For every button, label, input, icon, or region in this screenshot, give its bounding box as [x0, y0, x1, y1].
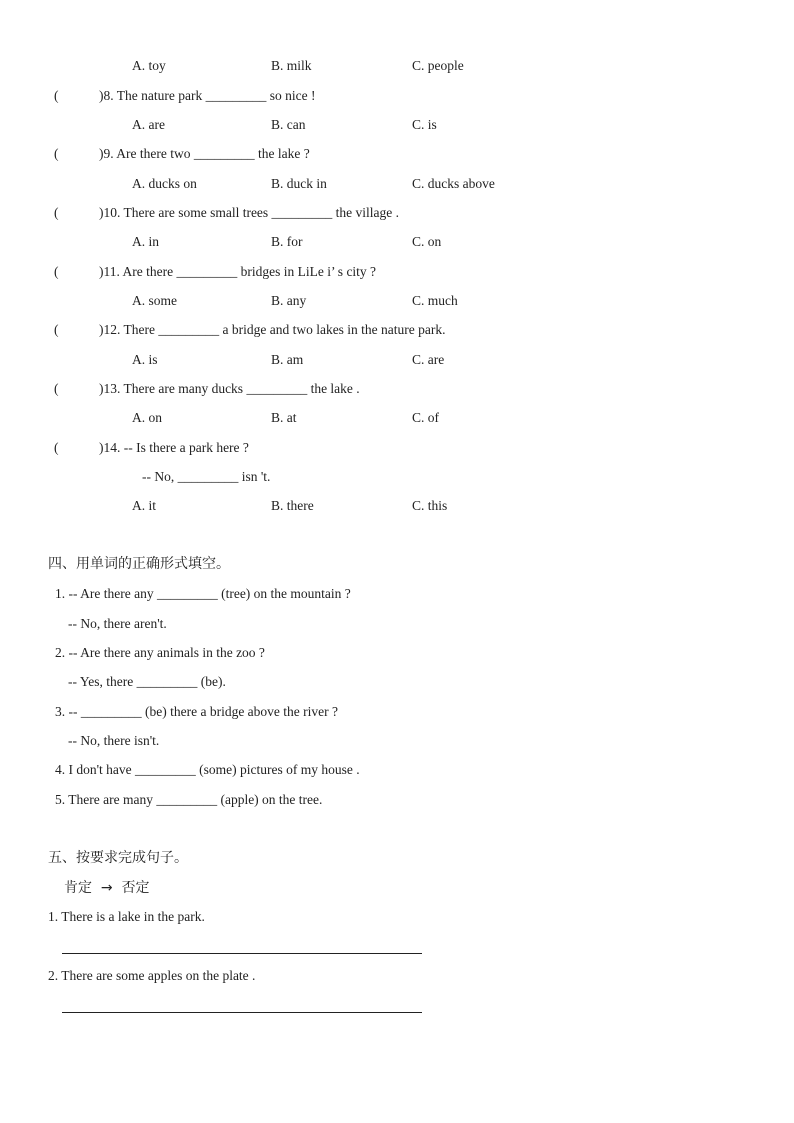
q8-option-b: B. can: [271, 117, 306, 132]
q13-option-c: C. of: [412, 410, 439, 425]
q11-option-b: B. any: [271, 293, 307, 308]
q9-option-b: B. duck in: [271, 176, 327, 191]
question-14: ( )14. -- Is there a park here ?: [54, 440, 249, 455]
q9-option-a: A. ducks on: [132, 176, 197, 191]
q8-option-c: C. is: [412, 117, 437, 132]
question-14-reply: -- No, _________ isn 't.: [142, 469, 271, 484]
q10-option-a: A. in: [132, 234, 159, 249]
q7-option-b: B. milk: [271, 58, 312, 73]
q13-option-a: A. on: [132, 410, 162, 425]
q11-option-a: A. some: [132, 293, 177, 308]
q12-option-b: B. am: [271, 352, 304, 367]
question-10: ( )10. There are some small trees _________ the village .: [54, 205, 400, 220]
question-11: ( )11. Are there _________ bridges in LiLe i’ s city ?: [54, 264, 377, 279]
q11-option-c: C. much: [412, 293, 458, 308]
q14-option-a: A. it: [132, 498, 157, 513]
s4-item-1-answer: -- No, there aren't.: [68, 616, 167, 631]
section-5-instruction: 肯定 → 否定: [64, 880, 150, 896]
q10-option-c: C. on: [412, 234, 442, 249]
q14-option-c: C. this: [412, 498, 448, 513]
q13-option-b: B. at: [271, 410, 297, 425]
question-13: ( )13. There are many ducks _________ the lake .: [54, 381, 360, 396]
s4-item-3-answer: -- No, there isn't.: [68, 733, 160, 748]
s5-item-1: 1. There is a lake in the park.: [48, 909, 205, 924]
question-12: ( )12. There _________ a bridge and two lakes in the nature park.: [54, 322, 446, 337]
s4-item-2-answer: -- Yes, there _________ (be).: [68, 674, 226, 689]
s4-item-3: 3. -- _________ (be) there a bridge above the river ?: [55, 704, 339, 719]
s5-answer-line-2: [62, 1012, 422, 1013]
s4-item-5: 5. There are many _________ (apple) on the tree.: [55, 792, 323, 807]
q9-option-c: C. ducks above: [412, 176, 495, 191]
s4-item-2: 2. -- Are there any animals in the zoo ?: [55, 645, 265, 660]
s4-item-1: 1. -- Are there any _________ (tree) on the mountain ?: [55, 586, 351, 601]
q14-option-b: B. there: [271, 498, 314, 513]
s5-answer-line-1: [62, 953, 422, 954]
q7-option-a: A. toy: [132, 58, 166, 73]
q7-option-c: C. people: [412, 58, 464, 73]
q10-option-b: B. for: [271, 234, 303, 249]
q8-option-a: A. are: [132, 117, 165, 132]
question-9: ( )9. Are there two _________ the lake ?: [54, 146, 310, 161]
question-8: ( )8. The nature park _________ so nice !: [54, 88, 316, 103]
s4-item-4: 4. I don't have _________ (some) pictures of my house .: [55, 762, 360, 777]
section-4-heading: 四、用单词的正确形式填空。: [48, 556, 230, 572]
q12-option-c: C. are: [412, 352, 445, 367]
section-5-heading: 五、按要求完成句子。: [48, 850, 188, 866]
q12-option-a: A. is: [132, 352, 158, 367]
s5-item-2: 2. There are some apples on the plate .: [48, 968, 256, 983]
